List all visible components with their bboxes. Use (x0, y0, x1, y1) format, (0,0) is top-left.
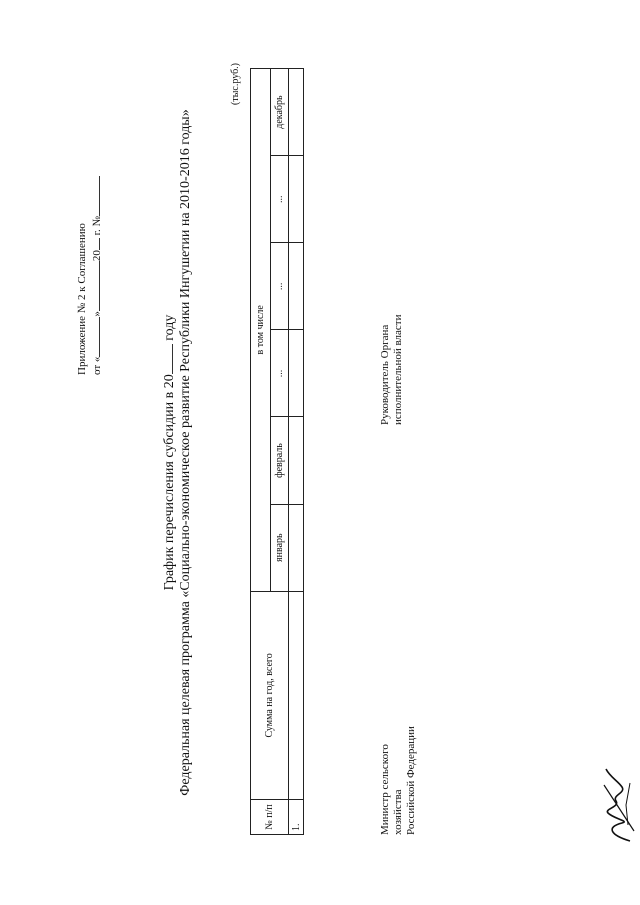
cell-month (289, 156, 304, 243)
header-total: Сумма на год, всего (251, 591, 289, 799)
cell-month (289, 330, 304, 417)
header-including: в том числе (251, 69, 271, 592)
appendix-title: Приложение № 2 к Соглашению (76, 223, 88, 375)
schedule-title-suffix: году (162, 314, 177, 341)
appendix-note (76, 176, 104, 375)
minister-signature-block (379, 726, 418, 835)
header-month: ... (271, 156, 289, 243)
appendix-quote-close: » (91, 311, 103, 317)
date-day-blank (89, 317, 100, 357)
cell-total (289, 591, 304, 799)
header-month: ... (271, 330, 289, 417)
minister-line-1: Министр сельского (379, 744, 391, 835)
table-row (289, 69, 304, 835)
appendix-from: от « (91, 356, 103, 375)
header-month: январь (271, 504, 289, 591)
minister-line-3: Российской Федерации (405, 726, 417, 835)
row-number: 1. (289, 799, 304, 834)
date-month-blank (89, 261, 100, 311)
cell-month (289, 417, 304, 504)
schedule-title-prefix: График перечисления субсидии в 20 (162, 374, 177, 591)
executive-signature-block (379, 315, 405, 426)
schedule-title (160, 0, 178, 905)
header-month: февраль (271, 417, 289, 504)
minister-line-2: хозяйства (392, 789, 404, 835)
cell-month (289, 69, 304, 156)
date-year-blank (89, 238, 100, 250)
year-blank (160, 344, 173, 374)
header-month: декабрь (271, 69, 289, 156)
subsidy-schedule-table (250, 68, 304, 835)
cell-month (289, 504, 304, 591)
appendix-number-label: г. № (91, 216, 103, 236)
cell-month (289, 243, 304, 330)
appendix-date-line (89, 176, 104, 375)
appendix-year: 20 (91, 250, 103, 262)
executive-line-2: исполнительной власти (392, 314, 404, 425)
number-blank (89, 176, 100, 216)
executive-line-1: Руководитель Органа (379, 324, 391, 425)
program-title: Федеральная целевая программа «Социально-экономическое развитие Республики Ингушетии на 2010-2016 годы» (178, 109, 193, 796)
header-month: ... (271, 243, 289, 330)
unit-label: (тыс.руб.) (230, 62, 241, 105)
header-number: № п/п (251, 799, 289, 834)
handwritten-signature (600, 765, 638, 845)
